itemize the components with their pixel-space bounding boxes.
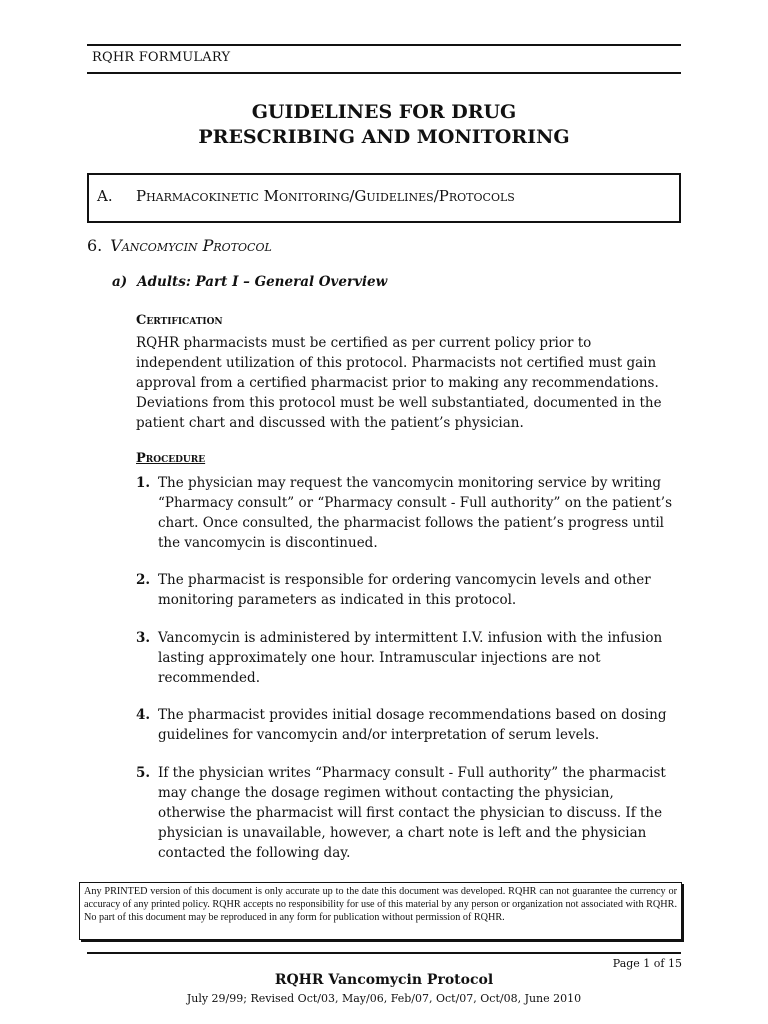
procedure-heading: Procedure xyxy=(136,451,206,466)
header-top-rule xyxy=(87,44,681,46)
procedure-item xyxy=(136,763,681,863)
procedure-item xyxy=(136,705,681,745)
protocol-title: Vancomycin Protocol xyxy=(110,236,272,255)
footer-title: RQHR Vancomycin Protocol xyxy=(274,972,494,988)
certification-text: RQHR pharmacists must be certified as per current policy prior to independent utilization of this protocol. Pharmacists not certified must gain approval from a certified pharmacist prior to making any recommendations. Deviations from this protocol must be well substantiated, documented in the patient chart and discussed with the patient’s physician. xyxy=(136,335,662,431)
item-text: The physician may request the vancomycin monitoring service by writing “Pharmacy consult” or “Pharmacy consult - Full authority” on the patient’s chart. Once consulted, the pharmacist follows the patient’s progress until the vancomycin is discontinued. xyxy=(158,475,672,551)
section-box xyxy=(87,173,681,223)
protocol-heading xyxy=(87,236,272,255)
item-text: The pharmacist is responsible for ordering vancomycin levels and other monitoring parameters as indicated in this protocol. xyxy=(158,572,651,608)
subsection-title: Adults: Part I – General Overview xyxy=(137,274,388,290)
title-line-2: PRESCRIBING AND MONITORING xyxy=(198,126,570,148)
item-number: 3. xyxy=(136,630,151,646)
item-number: 4. xyxy=(136,707,151,723)
page-number: Page 1 of 15 xyxy=(612,957,682,970)
section-letter: A. xyxy=(97,187,113,205)
footer-rule xyxy=(87,952,681,954)
subsection-label: a) xyxy=(112,274,128,290)
item-text: Vancomycin is administered by intermittent I.V. infusion with the infusion lasting approximately one hour. Intramuscular injections are not recommended. xyxy=(158,630,663,686)
item-number: 2. xyxy=(136,572,151,588)
protocol-number: 6. xyxy=(87,236,103,255)
header-bottom-rule xyxy=(87,72,681,74)
procedure-item xyxy=(136,473,681,553)
procedure-item xyxy=(136,570,681,610)
procedure-item xyxy=(136,628,681,688)
certification-heading: Certification xyxy=(136,313,223,328)
subsection-heading xyxy=(112,274,387,290)
item-number: 1. xyxy=(136,475,151,491)
document-title xyxy=(87,100,681,150)
section-title: Pharmacokinetic Monitoring/Guidelines/Protocols xyxy=(136,187,515,205)
item-text: The pharmacist provides initial dosage recommendations based on dosing guidelines for vancomycin and/or interpretation of serum levels. xyxy=(158,707,667,743)
item-number: 5. xyxy=(136,765,151,781)
revision-dates: July 29/99; Revised Oct/03, May/06, Feb/07, Oct/07, Oct/08, June 2010 xyxy=(186,992,582,1005)
disclaimer-box: Any PRINTED version of this document is only accurate up to the date this document was developed. RQHR can not guarantee the currency or accuracy of any printed policy. RQHR accepts no responsibility for use of this material by any person or organization not associated with RQHR. No part of this document may be reproduced in any form for publication without permission of RQHR. xyxy=(79,882,682,940)
formulary-label: RQHR FORMULARY xyxy=(92,50,231,65)
title-line-1: GUIDELINES FOR DRUG xyxy=(251,101,517,123)
item-text: If the physician writes “Pharmacy consult - Full authority” the pharmacist may change the dosage regimen without contacting the physician, otherwise the pharmacist will first contact the physician to discuss. If the physician is unavailable, however, a chart note is left and the physician contacted the following day. xyxy=(158,765,666,861)
